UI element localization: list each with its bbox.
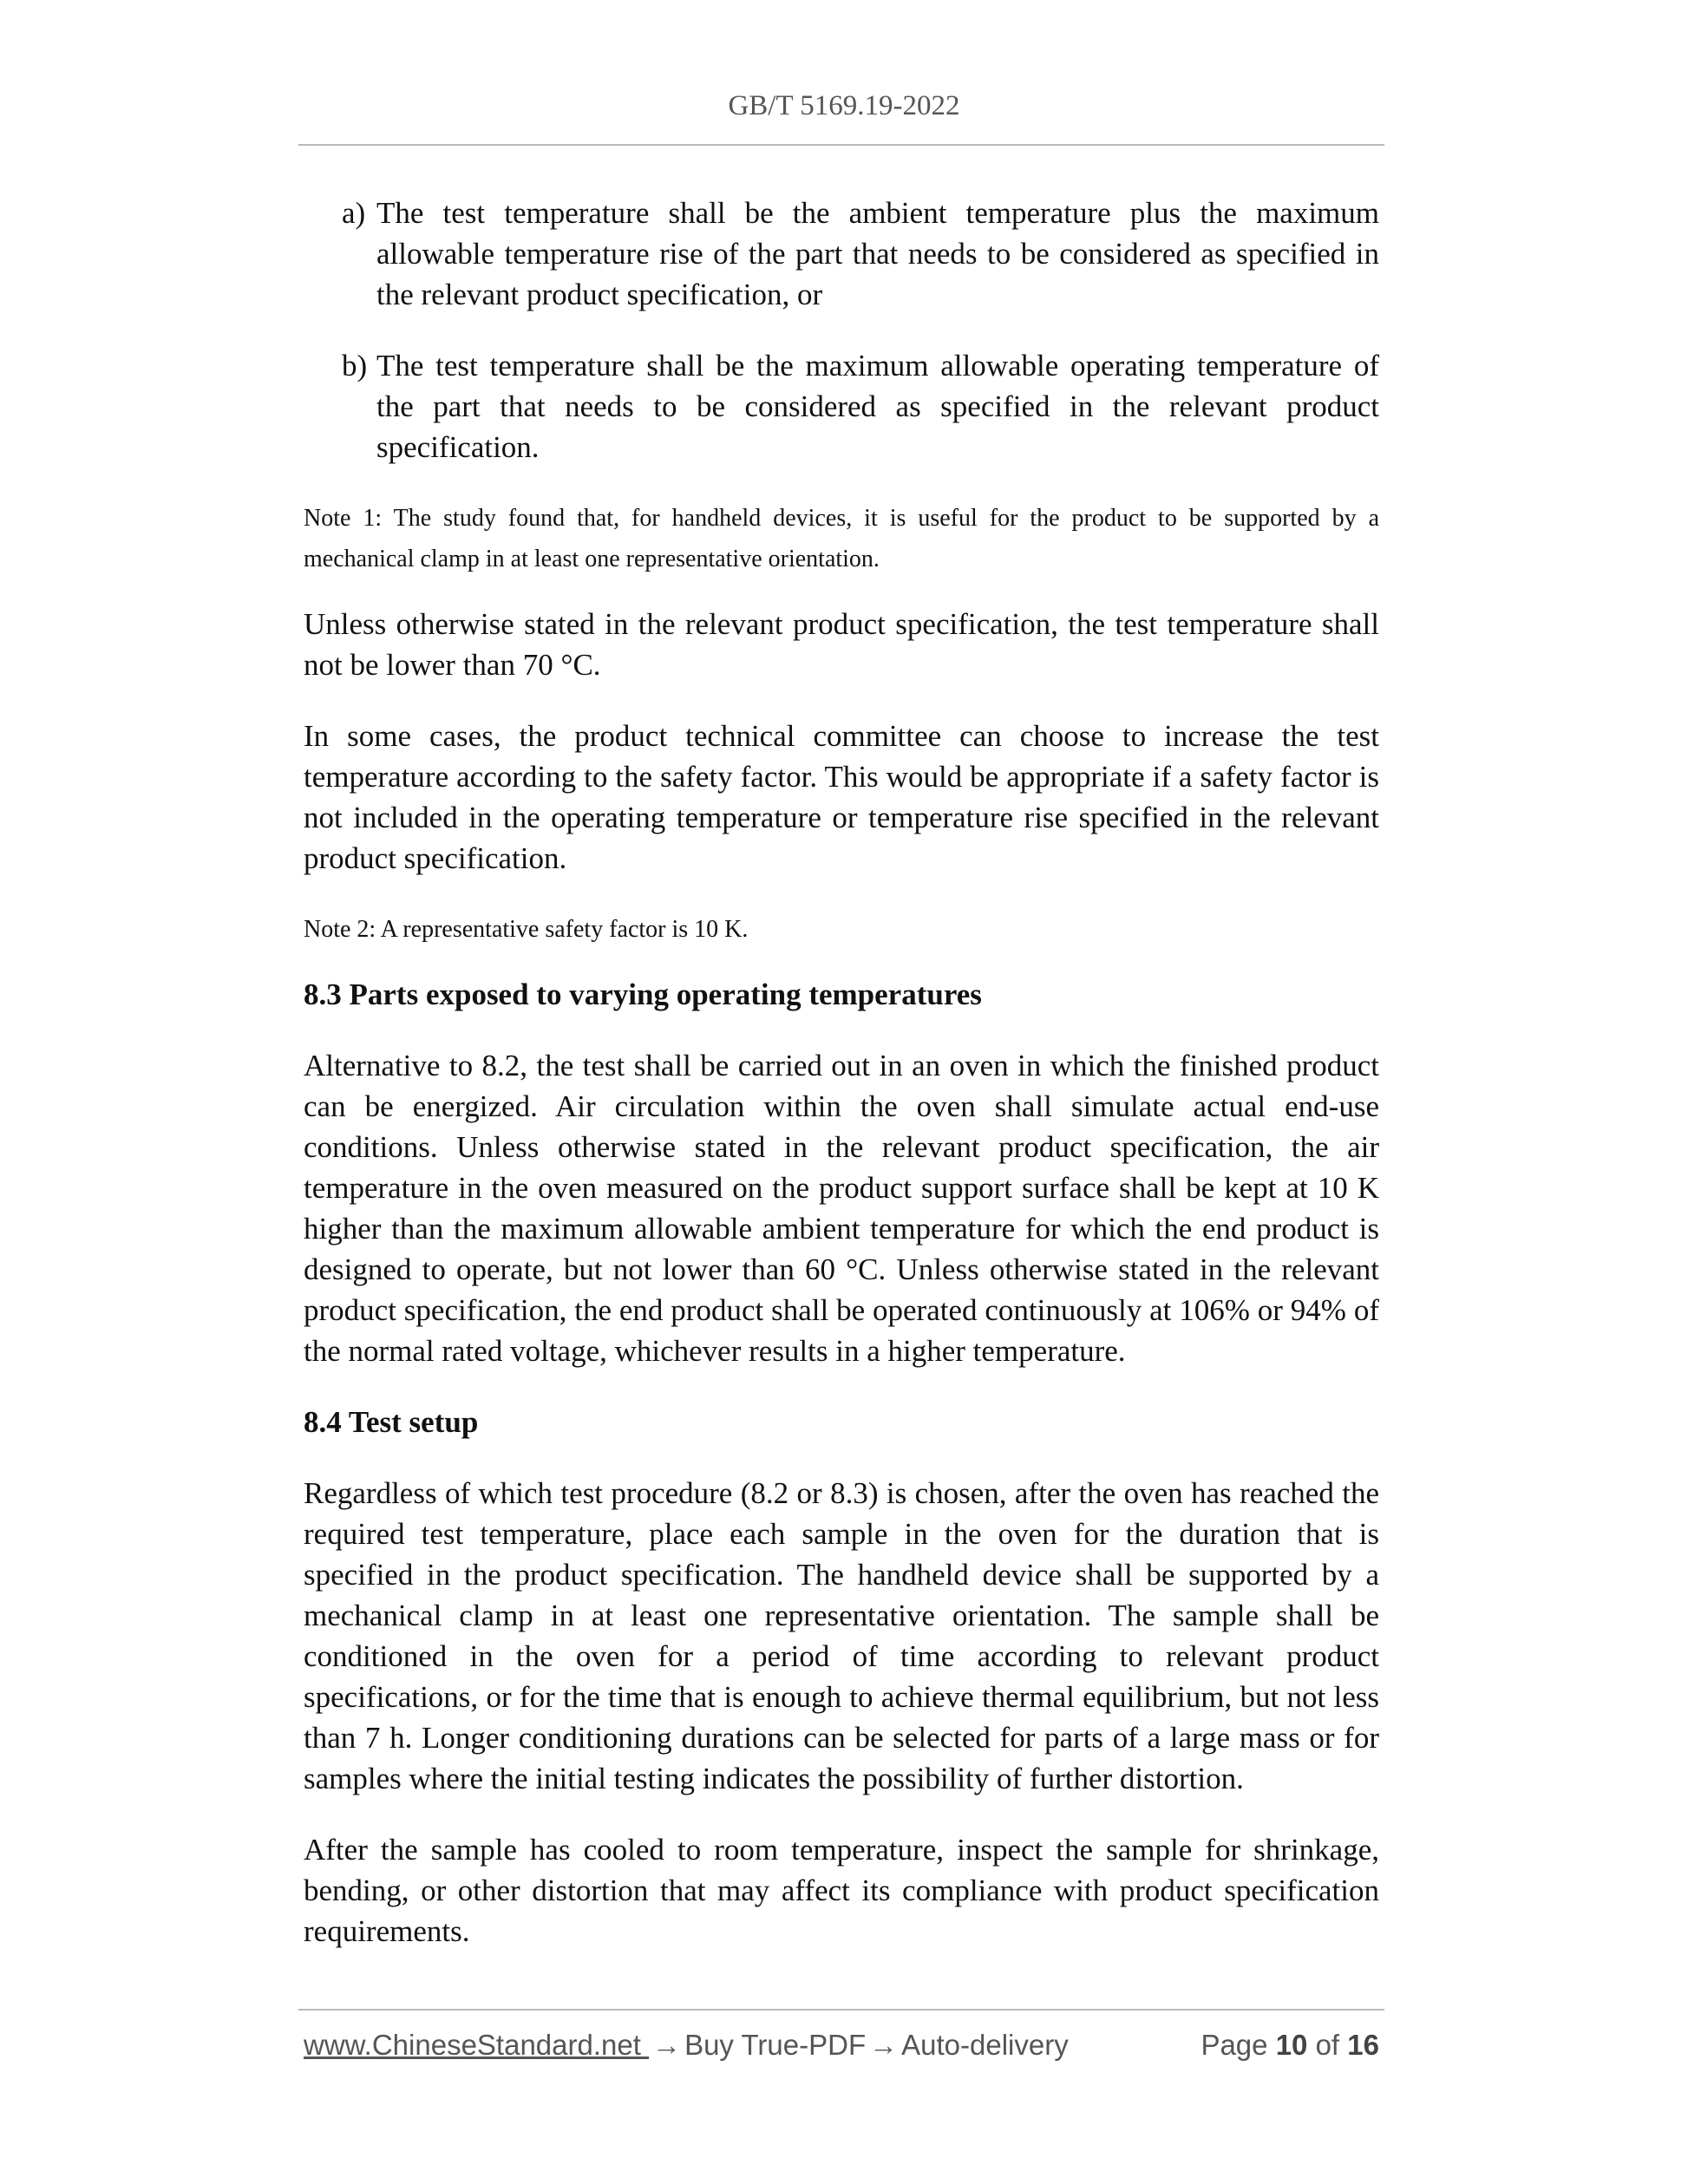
total-page-number: 16: [1347, 2029, 1379, 2061]
footer-divider: [298, 2009, 1384, 2011]
buy-true-pdf-text: Buy True-PDF: [684, 2029, 867, 2061]
current-page-number: 10: [1275, 2029, 1308, 2061]
header-divider: [298, 144, 1384, 146]
note-1: Note 1: The study found that, for handheld devices, it is useful for the product to be supported by a mechanical clamp in at least one representative orientation.: [304, 505, 1379, 572]
section-heading-8-4: 8.4 Test setup: [304, 1405, 479, 1439]
chinesestandard-link[interactable]: www.ChineseStandard.net: [304, 2029, 650, 2061]
list-item-a: [342, 193, 1379, 315]
arrow-right-icon: →: [652, 2029, 682, 2061]
section-8-3-paragraph: Alternative to 8.2, the test shall be carried out in an oven in which the finished product can be energized. Air circulation within the oven shall simulate actual end-use conditions. Unless otherwise stated in the relevant product specification, the air temperature in the oven measured on the product support surface shall be kept at 10 K higher than the maximum allowable ambient temperature for which the end product is designed to operate, but not lower than 60 °C. Unless otherwise stated in the relevant product specification, the end product shall be operated continuously at 106% or 94% of the normal rated voltage, whichever results in a higher temperature.: [304, 1049, 1379, 1368]
list-item-text: The test temperature shall be the ambient temperature plus the maximum allowable temperature rise of the part that needs to be considered as specified in the relevant product specification, or: [376, 196, 1379, 311]
of-label: of: [1315, 2029, 1340, 2061]
auto-delivery-text: Auto-delivery: [901, 2029, 1069, 2061]
section-8-4-paragraph-2: After the sample has cooled to room temperature, inspect the sample for shrinkage, bending, or other distortion that may affect its compliance with product specification requirements.: [304, 1833, 1379, 1948]
section-heading-8-3: 8.3 Parts exposed to varying operating temperatures: [304, 978, 982, 1011]
list-item-text: The test temperature shall be the maximum allowable operating temperature of the part that needs to be considered as specified in the relevant product specification.: [376, 349, 1379, 464]
section-8-4-paragraph-1: Regardless of which test procedure (8.2 or 8.3) is chosen, after the oven has reached the required test temperature, place each sample in the oven for the duration that is specified in the product specification. The handheld device shall be supported by a mechanical clamp in at least one representative orientation. The sample shall be conditioned in the oven for a period of time according to relevant product specifications, or for the time that is enough to achieve thermal equilibrium, but not less than 7 h. Longer conditioning durations can be selected for parts of a large mass or for samples where the initial testing indicates the possibility of further distortion.: [304, 1476, 1379, 1795]
document-header-title: GB/T 5169.19-2022: [728, 90, 960, 121]
page-indicator: [1201, 2026, 1379, 2064]
list-marker: a): [342, 196, 366, 230]
page-label: Page: [1201, 2029, 1268, 2061]
list-marker: b): [342, 349, 368, 383]
arrow-right-icon: →: [869, 2029, 899, 2061]
document-body: [304, 193, 1379, 1982]
note-2: Note 2: A representative safety factor is 10 K.: [304, 916, 749, 943]
paragraph-min-temperature: Unless otherwise stated in the relevant product specification, the test temperature shall not be lower than 70 °C.: [304, 607, 1379, 682]
paragraph-safety-factor: In some cases, the product technical committee can choose to increase the test temperature according to the safety factor. This would be appropriate if a safety factor is not included in the operating temperature or temperature rise specified in the relevant product specification.: [304, 719, 1379, 875]
list-item-b: [342, 345, 1379, 468]
footer-links: [304, 2026, 1069, 2064]
